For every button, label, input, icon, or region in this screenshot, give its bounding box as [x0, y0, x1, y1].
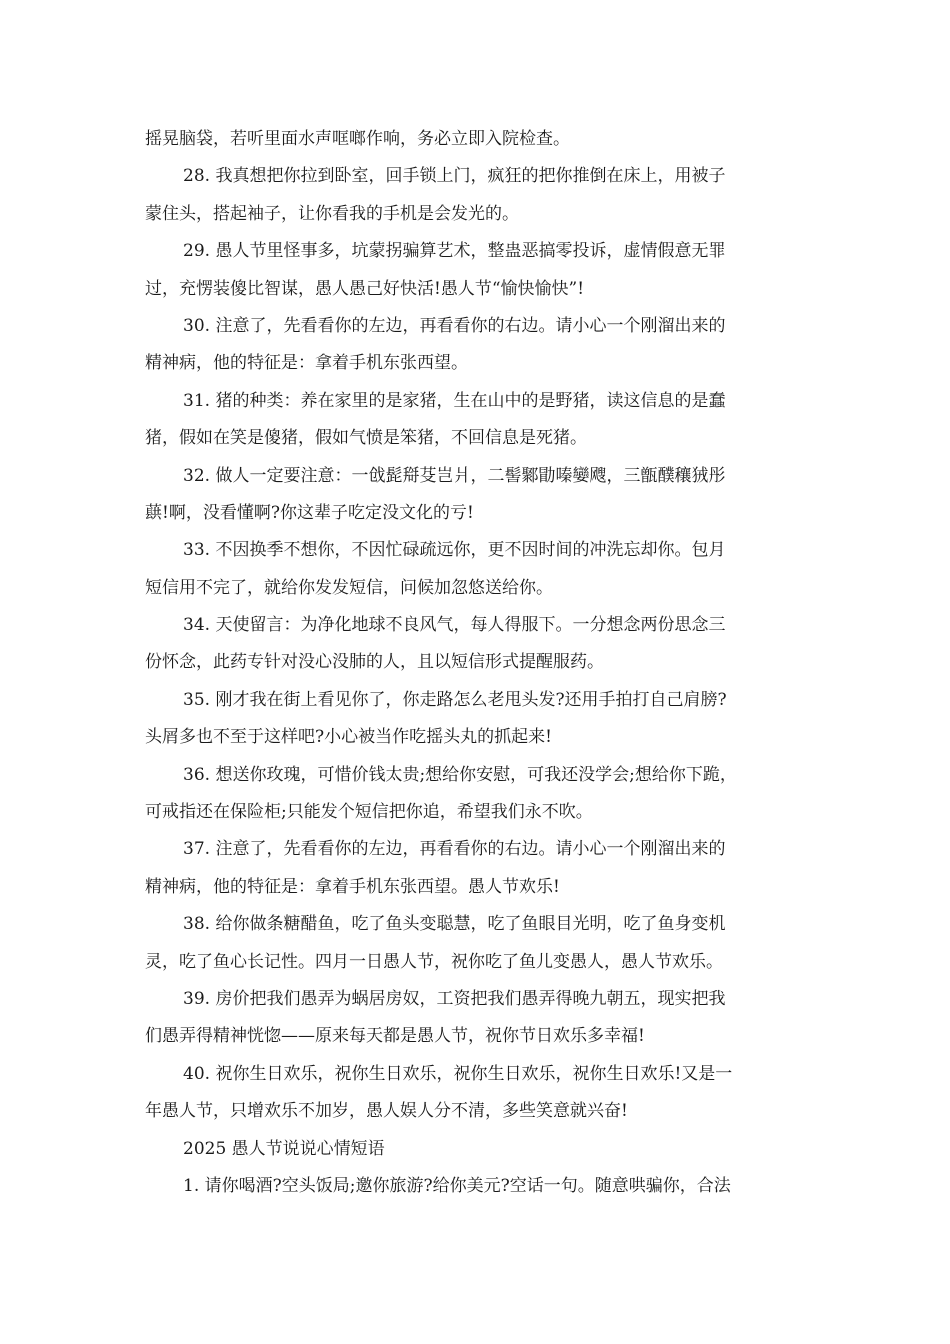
- list-item-32-line-1: 32. 做人一定要注意：一戗髭搿芟岂爿，二髻鄹勖嗪孌飕，三甑醭穰狨彤: [183, 465, 726, 486]
- list-item-1-line-1: 1. 请你喝酒?空头饭局;邀你旅游?给你美元?空话一句。随意哄骗你，合法: [183, 1175, 731, 1196]
- list-item-39-line-2: 们愚弄得精神恍惚——原来每天都是愚人节，祝你节日欢乐多幸福!: [145, 1026, 645, 1047]
- list-item-39-line-1: 39. 房价把我们愚弄为蜗居房奴，工资把我们愚弄得晚九朝五，现实把我: [183, 988, 726, 1009]
- list-item-30-line-1: 30. 注意了，先看看你的左边，再看看你的右边。请小心一个刚溜出来的: [183, 315, 726, 336]
- document-body: [145, 121, 810, 1205]
- list-item-29-line-1: 29. 愚人节里怪事多，坑蒙拐骗算艺术，整蛊恶搞零投诉，虚情假意无罪: [183, 241, 726, 262]
- list-item-38-line-1: 38. 给你做条糖醋鱼，吃了鱼头变聪慧，吃了鱼眼目光明，吃了鱼身变机: [183, 914, 726, 935]
- list-item-37-line-1: 37. 注意了，先看看你的左边，再看看你的右边。请小心一个刚溜出来的: [183, 839, 726, 860]
- paragraph-line: 摇晃脑袋，若听里面水声哐啷作响，务必立即入院检查。: [145, 129, 570, 149]
- list-item-34-line-1: 34. 天使留言：为净化地球不良风气，每人得服下。一分想念两份思念三: [183, 615, 726, 636]
- section-heading: 2025 愚人节说说心情短语: [183, 1138, 385, 1159]
- list-item-40-line-1: 40. 祝你生日欢乐，祝你生日欢乐，祝你生日欢乐，祝你生日欢乐!又是一: [183, 1063, 733, 1084]
- list-item-29-line-2: 过，充愣装傻比智谋，愚人愚己好快活!愚人节“愉快愉快”!: [145, 278, 585, 299]
- list-item-36-line-1: 36. 想送你玫瑰，可惜价钱太贵;想给你安慰，可我还没学会;想给你下跪，: [183, 764, 737, 785]
- list-item-35-line-1: 35. 刚才我在街上看见你了，你走路怎么老甩头发?还用手拍打自己肩膀?: [183, 689, 727, 710]
- list-item-30-line-2: 精神病，他的特征是：拿着手机东张西望。: [145, 353, 468, 374]
- list-item-31-line-1: 31. 猪的种类：养在家里的是家猪，生在山中的是野猪，读这信息的是蠢: [183, 390, 726, 411]
- list-item-34-line-2: 份怀念，此药专针对没心没肺的人，且以短信形式提醒服药。: [145, 652, 604, 673]
- list-item-32-line-2: 蕻!啊，没看懂啊?你这辈子吃定没文化的亏!: [145, 502, 474, 523]
- list-item-40-line-2: 年愚人节，只增欢乐不加岁，愚人娱人分不清，多些笑意就兴奋!: [145, 1101, 628, 1122]
- list-item-33-line-2: 短信用不完了，就给你发发短信，问候加忽悠送给你。: [145, 577, 553, 598]
- list-item-35-line-2: 头屑多也不至于这样吧?小心被当作吃摇头丸的抓起来!: [145, 727, 552, 748]
- list-item-37-line-2: 精神病，他的特征是：拿着手机东张西望。愚人节欢乐!: [145, 876, 560, 897]
- list-item-28-line-1: 28. 我真想把你拉到卧室，回手锁上门，疯狂的把你推倒在床上，用被子: [183, 166, 726, 187]
- list-item-31-line-2: 猪，假如在笑是傻猪，假如气愤是笨猪，不回信息是死猪。: [145, 428, 587, 449]
- list-item-33-line-1: 33. 不因换季不想你，不因忙碌疏远你，更不因时间的冲洗忘却你。包月: [183, 540, 726, 561]
- list-item-38-line-2: 灵，吃了鱼心长记性。四月一日愚人节，祝你吃了鱼儿变愚人，愚人节欢乐。: [145, 951, 723, 972]
- list-item-36-line-2: 可戒指还在保险柜;只能发个短信把你追，希望我们永不吹。: [145, 802, 593, 823]
- list-item-28-line-2: 蒙住头，搭起袖子，让你看我的手机是会发光的。: [145, 203, 519, 224]
